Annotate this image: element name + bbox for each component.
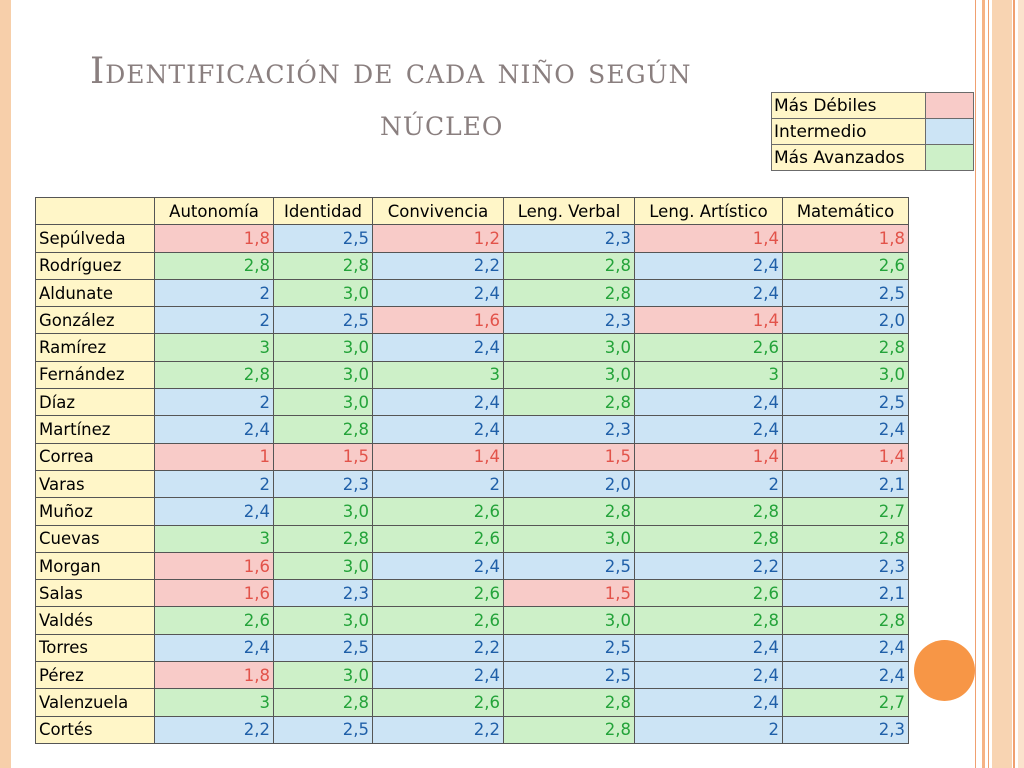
student-name: Cuevas bbox=[36, 525, 155, 552]
right-decorative-stripe bbox=[1013, 0, 1015, 768]
table-row bbox=[36, 525, 909, 552]
score-cell: 2,4 bbox=[155, 498, 274, 525]
scores-table bbox=[35, 197, 909, 744]
student-name: Varas bbox=[36, 470, 155, 497]
left-decorative-bar bbox=[0, 0, 11, 768]
score-cell: 2,2 bbox=[373, 252, 504, 279]
table-row bbox=[36, 279, 909, 306]
table-row bbox=[36, 689, 909, 716]
score-cell: 1,5 bbox=[504, 443, 635, 470]
score-cell: 2,8 bbox=[635, 607, 783, 634]
student-name: Valenzuela bbox=[36, 689, 155, 716]
score-cell: 2,4 bbox=[635, 389, 783, 416]
student-name: Rodríguez bbox=[36, 252, 155, 279]
score-cell: 2 bbox=[635, 470, 783, 497]
score-cell: 2 bbox=[155, 389, 274, 416]
score-cell: 1,4 bbox=[635, 225, 783, 252]
score-cell: 2,8 bbox=[155, 361, 274, 388]
score-cell: 2,5 bbox=[504, 634, 635, 661]
score-cell: 1 bbox=[155, 443, 274, 470]
score-cell: 2,5 bbox=[504, 662, 635, 689]
score-cell: 2,4 bbox=[373, 279, 504, 306]
score-cell: 2,1 bbox=[783, 470, 909, 497]
score-cell: 2,6 bbox=[635, 334, 783, 361]
score-cell: 1,5 bbox=[274, 443, 373, 470]
score-cell: 3,0 bbox=[783, 361, 909, 388]
header-corner bbox=[36, 198, 155, 225]
right-decorative-stripe bbox=[975, 0, 976, 768]
score-cell: 3,0 bbox=[504, 607, 635, 634]
table-row bbox=[36, 416, 909, 443]
column-header: Convivencia bbox=[373, 198, 504, 225]
score-cell: 2,5 bbox=[274, 225, 373, 252]
student-name: Díaz bbox=[36, 389, 155, 416]
legend-row bbox=[772, 145, 974, 171]
score-cell: 2,7 bbox=[783, 498, 909, 525]
legend-label: Intermedio bbox=[772, 119, 926, 145]
score-cell: 3,0 bbox=[274, 334, 373, 361]
right-decorative-stripe bbox=[1018, 0, 1024, 768]
score-cell: 2,4 bbox=[373, 334, 504, 361]
table-row bbox=[36, 470, 909, 497]
score-cell: 3,0 bbox=[274, 662, 373, 689]
score-cell: 2,6 bbox=[155, 607, 274, 634]
legend-row bbox=[772, 93, 974, 119]
score-cell: 2,4 bbox=[635, 279, 783, 306]
score-cell: 2,8 bbox=[504, 389, 635, 416]
score-cell: 3,0 bbox=[274, 361, 373, 388]
score-cell: 2,2 bbox=[635, 552, 783, 579]
table-row bbox=[36, 716, 909, 743]
score-cell: 2,4 bbox=[635, 416, 783, 443]
table-row bbox=[36, 307, 909, 334]
column-header: Leng. Verbal bbox=[504, 198, 635, 225]
score-cell: 2,6 bbox=[635, 580, 783, 607]
score-cell: 3,0 bbox=[274, 389, 373, 416]
score-cell: 2,3 bbox=[783, 552, 909, 579]
score-cell: 2,8 bbox=[783, 607, 909, 634]
score-cell: 2,6 bbox=[373, 607, 504, 634]
score-cell: 2,6 bbox=[373, 689, 504, 716]
right-decorative-stripe bbox=[988, 0, 989, 768]
score-cell: 3,0 bbox=[504, 334, 635, 361]
score-cell: 1,8 bbox=[155, 662, 274, 689]
table-row bbox=[36, 498, 909, 525]
student-name: Salas bbox=[36, 580, 155, 607]
score-cell: 3 bbox=[635, 361, 783, 388]
score-cell: 2,8 bbox=[783, 525, 909, 552]
table-row bbox=[36, 662, 909, 689]
legend-swatch bbox=[926, 93, 974, 119]
student-name: Torres bbox=[36, 634, 155, 661]
student-name: Fernández bbox=[36, 361, 155, 388]
score-cell: 2,5 bbox=[783, 389, 909, 416]
score-cell: 2 bbox=[373, 470, 504, 497]
table-row bbox=[36, 361, 909, 388]
score-cell: 1,8 bbox=[155, 225, 274, 252]
score-cell: 2,8 bbox=[504, 716, 635, 743]
score-cell: 2,3 bbox=[274, 470, 373, 497]
student-name: Sepúlveda bbox=[36, 225, 155, 252]
table-row bbox=[36, 334, 909, 361]
slide-title-line-2: núcleo bbox=[380, 103, 504, 144]
legend-label: Más Débiles bbox=[772, 93, 926, 119]
score-cell: 2,3 bbox=[504, 416, 635, 443]
score-cell: 1,6 bbox=[155, 552, 274, 579]
score-cell: 2,3 bbox=[274, 580, 373, 607]
score-cell: 2,1 bbox=[783, 580, 909, 607]
score-cell: 2,4 bbox=[373, 552, 504, 579]
score-cell: 1,6 bbox=[155, 580, 274, 607]
column-header: Leng. Artístico bbox=[635, 198, 783, 225]
student-name: Morgan bbox=[36, 552, 155, 579]
column-header: Autonomía bbox=[155, 198, 274, 225]
score-cell: 2,6 bbox=[373, 580, 504, 607]
table-row bbox=[36, 443, 909, 470]
table-row bbox=[36, 225, 909, 252]
score-cell: 2,8 bbox=[504, 498, 635, 525]
score-cell: 3,0 bbox=[274, 552, 373, 579]
table-row bbox=[36, 389, 909, 416]
right-decorative-stripe bbox=[982, 0, 985, 768]
score-cell: 2,2 bbox=[373, 634, 504, 661]
score-cell: 2,8 bbox=[504, 689, 635, 716]
score-cell: 2,8 bbox=[504, 252, 635, 279]
score-cell: 2,4 bbox=[373, 389, 504, 416]
score-cell: 1,5 bbox=[504, 580, 635, 607]
score-cell: 1,4 bbox=[373, 443, 504, 470]
score-cell: 2 bbox=[155, 307, 274, 334]
score-cell: 2,5 bbox=[274, 307, 373, 334]
score-cell: 2,4 bbox=[783, 634, 909, 661]
student-name: Martínez bbox=[36, 416, 155, 443]
score-cell: 3 bbox=[373, 361, 504, 388]
score-cell: 2 bbox=[635, 716, 783, 743]
score-cell: 2,5 bbox=[274, 634, 373, 661]
column-header: Matemático bbox=[783, 198, 909, 225]
score-cell: 2,6 bbox=[373, 498, 504, 525]
score-cell: 2 bbox=[155, 279, 274, 306]
score-cell: 2,4 bbox=[783, 416, 909, 443]
score-cell: 2,4 bbox=[635, 634, 783, 661]
score-cell: 2,0 bbox=[504, 470, 635, 497]
student-name: Muñoz bbox=[36, 498, 155, 525]
table-row bbox=[36, 552, 909, 579]
score-cell: 2,4 bbox=[635, 689, 783, 716]
header-row bbox=[36, 198, 909, 225]
student-name: Correa bbox=[36, 443, 155, 470]
score-cell: 3 bbox=[155, 689, 274, 716]
score-cell: 1,2 bbox=[373, 225, 504, 252]
table-row bbox=[36, 580, 909, 607]
score-cell: 2,8 bbox=[635, 498, 783, 525]
score-cell: 3 bbox=[155, 525, 274, 552]
score-cell: 2,5 bbox=[504, 552, 635, 579]
score-cell: 2,4 bbox=[155, 634, 274, 661]
score-cell: 3,0 bbox=[274, 498, 373, 525]
legend-swatch bbox=[926, 119, 974, 145]
score-cell: 2,6 bbox=[373, 525, 504, 552]
score-cell: 2,8 bbox=[274, 525, 373, 552]
score-cell: 2,8 bbox=[274, 416, 373, 443]
legend-table bbox=[771, 92, 974, 171]
legend-label: Más Avanzados bbox=[772, 145, 926, 171]
score-cell: 2,3 bbox=[504, 307, 635, 334]
right-decorative-stripe bbox=[992, 0, 1012, 768]
legend-swatch bbox=[926, 145, 974, 171]
score-cell: 2,5 bbox=[783, 279, 909, 306]
table-row bbox=[36, 252, 909, 279]
legend-row bbox=[772, 119, 974, 145]
student-name: Cortés bbox=[36, 716, 155, 743]
slide-title-line-1: Identificación de cada niño según bbox=[90, 51, 692, 92]
score-cell: 1,4 bbox=[635, 443, 783, 470]
column-header: Identidad bbox=[274, 198, 373, 225]
score-cell: 2,3 bbox=[504, 225, 635, 252]
score-cell: 3 bbox=[155, 334, 274, 361]
student-name: Pérez bbox=[36, 662, 155, 689]
table-row bbox=[36, 634, 909, 661]
score-cell: 2,8 bbox=[274, 689, 373, 716]
score-cell: 2,4 bbox=[635, 252, 783, 279]
score-cell: 2,2 bbox=[155, 716, 274, 743]
score-cell: 2,8 bbox=[504, 279, 635, 306]
student-name: Ramírez bbox=[36, 334, 155, 361]
score-cell: 1,8 bbox=[783, 225, 909, 252]
score-cell: 1,4 bbox=[635, 307, 783, 334]
score-cell: 2,7 bbox=[783, 689, 909, 716]
score-cell: 2 bbox=[155, 470, 274, 497]
score-cell: 2,4 bbox=[373, 662, 504, 689]
score-cell: 2,6 bbox=[783, 252, 909, 279]
score-cell: 2,4 bbox=[155, 416, 274, 443]
score-cell: 2,8 bbox=[274, 252, 373, 279]
student-name: González bbox=[36, 307, 155, 334]
score-cell: 3,0 bbox=[274, 607, 373, 634]
score-cell: 2,4 bbox=[373, 416, 504, 443]
decorative-circle bbox=[914, 640, 975, 701]
score-cell: 2,4 bbox=[783, 662, 909, 689]
score-cell: 2,2 bbox=[373, 716, 504, 743]
score-cell: 2,5 bbox=[274, 716, 373, 743]
score-cell: 1,4 bbox=[783, 443, 909, 470]
score-cell: 2,3 bbox=[783, 716, 909, 743]
score-cell: 2,8 bbox=[783, 334, 909, 361]
score-cell: 2,4 bbox=[635, 662, 783, 689]
score-cell: 2,0 bbox=[783, 307, 909, 334]
score-cell: 3,0 bbox=[504, 361, 635, 388]
score-cell: 3,0 bbox=[504, 525, 635, 552]
student-name: Valdés bbox=[36, 607, 155, 634]
score-cell: 2,8 bbox=[155, 252, 274, 279]
student-name: Aldunate bbox=[36, 279, 155, 306]
score-cell: 1,6 bbox=[373, 307, 504, 334]
score-cell: 2,8 bbox=[635, 525, 783, 552]
score-cell: 3,0 bbox=[274, 279, 373, 306]
slide-title bbox=[90, 46, 770, 150]
table-row bbox=[36, 607, 909, 634]
